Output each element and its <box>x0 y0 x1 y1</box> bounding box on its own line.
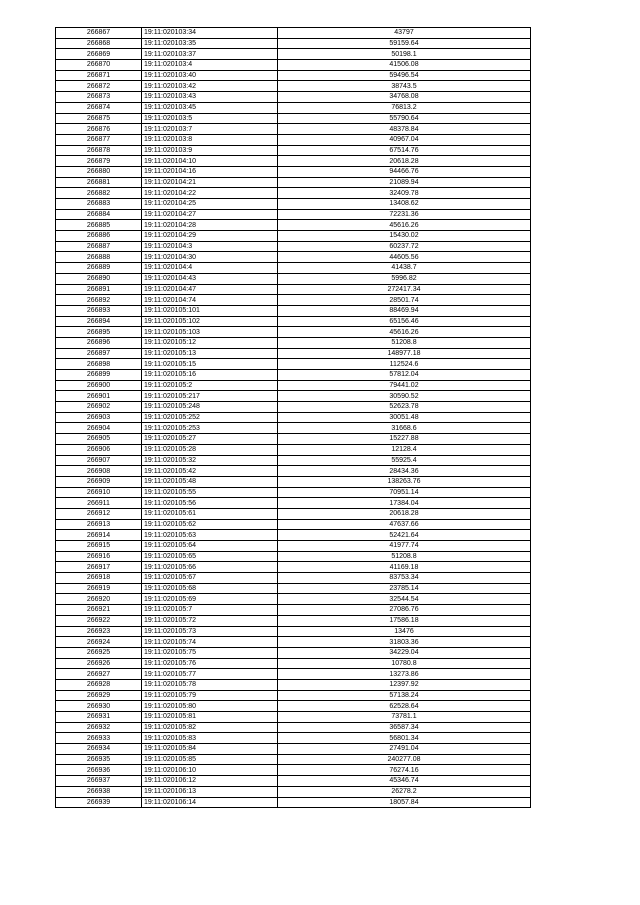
cadastral-number-cell: 19:11:020105:252 <box>142 412 278 423</box>
record-number-cell: 266872 <box>56 81 142 92</box>
table-row <box>56 701 531 712</box>
cadastral-number-cell: 19:11:020105:64 <box>142 541 278 552</box>
table-row <box>56 476 531 487</box>
value-cell: 44605.56 <box>278 252 531 263</box>
table-row <box>56 391 531 402</box>
record-number-cell: 266886 <box>56 231 142 242</box>
table-row <box>56 102 531 113</box>
value-cell: 28501.74 <box>278 295 531 306</box>
record-number-cell: 266921 <box>56 605 142 616</box>
cadastral-number-cell: 19:11:020103:7 <box>142 124 278 135</box>
value-cell: 73781.1 <box>278 712 531 723</box>
value-cell: 41169.18 <box>278 562 531 573</box>
record-number-cell: 266888 <box>56 252 142 263</box>
value-cell: 17384.04 <box>278 498 531 509</box>
record-number-cell: 266903 <box>56 412 142 423</box>
value-cell: 83753.34 <box>278 573 531 584</box>
table-row <box>56 637 531 648</box>
value-cell: 59159.64 <box>278 38 531 49</box>
cadastral-number-cell: 19:11:020105:32 <box>142 455 278 466</box>
cadastral-number-cell: 19:11:020103:34 <box>142 28 278 39</box>
table-row <box>56 594 531 605</box>
value-cell: 34229.04 <box>278 647 531 658</box>
table-row <box>56 166 531 177</box>
table-row <box>56 305 531 316</box>
cadastral-number-cell: 19:11:020105:76 <box>142 658 278 669</box>
cadastral-number-cell: 19:11:020105:82 <box>142 722 278 733</box>
record-number-cell: 266879 <box>56 156 142 167</box>
table-row <box>56 722 531 733</box>
value-cell: 65156.46 <box>278 316 531 327</box>
value-cell: 30590.52 <box>278 391 531 402</box>
table-row <box>56 679 531 690</box>
record-number-cell: 266901 <box>56 391 142 402</box>
value-cell: 5996.82 <box>278 273 531 284</box>
cadastral-number-cell: 19:11:020103:5 <box>142 113 278 124</box>
value-cell: 67514.76 <box>278 145 531 156</box>
table-row <box>56 220 531 231</box>
data-table <box>55 27 531 808</box>
value-cell: 27086.76 <box>278 605 531 616</box>
table-row <box>56 316 531 327</box>
table-row <box>56 573 531 584</box>
record-number-cell: 266920 <box>56 594 142 605</box>
cadastral-number-cell: 19:11:020105:15 <box>142 359 278 370</box>
value-cell: 148977.18 <box>278 348 531 359</box>
cadastral-number-cell: 19:11:020104:47 <box>142 284 278 295</box>
value-cell: 72231.36 <box>278 209 531 220</box>
table-row <box>56 70 531 81</box>
value-cell: 79441.02 <box>278 380 531 391</box>
cadastral-number-cell: 19:11:020104:43 <box>142 273 278 284</box>
record-number-cell: 266874 <box>56 102 142 113</box>
record-number-cell: 266905 <box>56 434 142 445</box>
cadastral-number-cell: 19:11:020103:45 <box>142 102 278 113</box>
cadastral-number-cell: 19:11:020105:67 <box>142 573 278 584</box>
table-row <box>56 530 531 541</box>
cadastral-number-cell: 19:11:020105:65 <box>142 551 278 562</box>
record-number-cell: 266913 <box>56 519 142 530</box>
table-row <box>56 92 531 103</box>
cadastral-number-cell: 19:11:020105:68 <box>142 583 278 594</box>
record-number-cell: 266926 <box>56 658 142 669</box>
cadastral-number-cell: 19:11:020105:62 <box>142 519 278 530</box>
record-number-cell: 266906 <box>56 444 142 455</box>
cadastral-number-cell: 19:11:020103:4 <box>142 60 278 71</box>
record-number-cell: 266885 <box>56 220 142 231</box>
value-cell: 31668.6 <box>278 423 531 434</box>
record-number-cell: 266902 <box>56 402 142 413</box>
table-row <box>56 134 531 145</box>
record-number-cell: 266875 <box>56 113 142 124</box>
value-cell: 56801.34 <box>278 733 531 744</box>
record-number-cell: 266934 <box>56 744 142 755</box>
table-row <box>56 669 531 680</box>
record-number-cell: 266912 <box>56 508 142 519</box>
value-cell: 45616.26 <box>278 327 531 338</box>
table-row <box>56 690 531 701</box>
record-number-cell: 266914 <box>56 530 142 541</box>
table-row <box>56 263 531 274</box>
cadastral-number-cell: 19:11:020103:35 <box>142 38 278 49</box>
record-number-cell: 266939 <box>56 797 142 808</box>
record-number-cell: 266891 <box>56 284 142 295</box>
record-number-cell: 266890 <box>56 273 142 284</box>
table-row <box>56 113 531 124</box>
table-row <box>56 786 531 797</box>
value-cell: 15227.88 <box>278 434 531 445</box>
cadastral-number-cell: 19:11:020104:29 <box>142 231 278 242</box>
value-cell: 36587.34 <box>278 722 531 733</box>
record-number-cell: 266933 <box>56 733 142 744</box>
record-number-cell: 266919 <box>56 583 142 594</box>
value-cell: 13273.86 <box>278 669 531 680</box>
cadastral-number-cell: 19:11:020105:217 <box>142 391 278 402</box>
cadastral-number-cell: 19:11:020103:9 <box>142 145 278 156</box>
cadastral-number-cell: 19:11:020105:83 <box>142 733 278 744</box>
record-number-cell: 266925 <box>56 647 142 658</box>
table-row <box>56 295 531 306</box>
cadastral-number-cell: 19:11:020105:55 <box>142 487 278 498</box>
cadastral-number-cell: 19:11:020105:28 <box>142 444 278 455</box>
value-cell: 41506.08 <box>278 60 531 71</box>
value-cell: 50198.1 <box>278 49 531 60</box>
value-cell: 272417.34 <box>278 284 531 295</box>
value-cell: 60237.72 <box>278 241 531 252</box>
record-number-cell: 266928 <box>56 679 142 690</box>
cadastral-number-cell: 19:11:020105:2 <box>142 380 278 391</box>
table-row <box>56 487 531 498</box>
record-number-cell: 266915 <box>56 541 142 552</box>
value-cell: 43797 <box>278 28 531 39</box>
cadastral-number-cell: 19:11:020105:7 <box>142 605 278 616</box>
record-number-cell: 266923 <box>56 626 142 637</box>
record-number-cell: 266868 <box>56 38 142 49</box>
table-row <box>56 765 531 776</box>
record-number-cell: 266904 <box>56 423 142 434</box>
table-row <box>56 177 531 188</box>
cadastral-number-cell: 19:11:020104:22 <box>142 188 278 199</box>
value-cell: 32409.78 <box>278 188 531 199</box>
cadastral-number-cell: 19:11:020105:13 <box>142 348 278 359</box>
record-number-cell: 266870 <box>56 60 142 71</box>
value-cell: 45616.26 <box>278 220 531 231</box>
record-number-cell: 266894 <box>56 316 142 327</box>
value-cell: 76274.16 <box>278 765 531 776</box>
record-number-cell: 266883 <box>56 199 142 210</box>
cadastral-number-cell: 19:11:020105:84 <box>142 744 278 755</box>
table-row <box>56 508 531 519</box>
record-number-cell: 266909 <box>56 476 142 487</box>
value-cell: 34768.08 <box>278 92 531 103</box>
record-number-cell: 266880 <box>56 166 142 177</box>
table-body <box>56 28 531 808</box>
cadastral-number-cell: 19:11:020105:72 <box>142 615 278 626</box>
table-row <box>56 81 531 92</box>
value-cell: 12128.4 <box>278 444 531 455</box>
record-number-cell: 266884 <box>56 209 142 220</box>
cadastral-number-cell: 19:11:020106:14 <box>142 797 278 808</box>
value-cell: 17586.18 <box>278 615 531 626</box>
table-row <box>56 273 531 284</box>
record-number-cell: 266930 <box>56 701 142 712</box>
value-cell: 57812.04 <box>278 370 531 381</box>
value-cell: 62528.64 <box>278 701 531 712</box>
value-cell: 15430.02 <box>278 231 531 242</box>
table-row <box>56 188 531 199</box>
value-cell: 94466.76 <box>278 166 531 177</box>
cadastral-number-cell: 19:11:020104:4 <box>142 263 278 274</box>
cadastral-number-cell: 19:11:020106:12 <box>142 776 278 787</box>
record-number-cell: 266911 <box>56 498 142 509</box>
table-row <box>56 455 531 466</box>
value-cell: 112524.6 <box>278 359 531 370</box>
cadastral-number-cell: 19:11:020105:56 <box>142 498 278 509</box>
table-row <box>56 797 531 808</box>
table-row <box>56 156 531 167</box>
table-row <box>56 348 531 359</box>
record-number-cell: 266869 <box>56 49 142 60</box>
cadastral-number-cell: 19:11:020106:13 <box>142 786 278 797</box>
value-cell: 27491.04 <box>278 744 531 755</box>
value-cell: 40967.04 <box>278 134 531 145</box>
value-cell: 48378.84 <box>278 124 531 135</box>
cadastral-number-cell: 19:11:020105:66 <box>142 562 278 573</box>
record-number-cell: 266916 <box>56 551 142 562</box>
record-number-cell: 266931 <box>56 712 142 723</box>
cadastral-number-cell: 19:11:020105:73 <box>142 626 278 637</box>
record-number-cell: 266900 <box>56 380 142 391</box>
table-row <box>56 712 531 723</box>
value-cell: 51208.8 <box>278 551 531 562</box>
table-row <box>56 658 531 669</box>
record-number-cell: 266897 <box>56 348 142 359</box>
cadastral-number-cell: 19:11:020105:101 <box>142 305 278 316</box>
record-number-cell: 266927 <box>56 669 142 680</box>
cadastral-number-cell: 19:11:020105:42 <box>142 466 278 477</box>
value-cell: 45346.74 <box>278 776 531 787</box>
cadastral-number-cell: 19:11:020105:248 <box>142 402 278 413</box>
table-row <box>56 370 531 381</box>
table-row <box>56 434 531 445</box>
record-number-cell: 266922 <box>56 615 142 626</box>
table-row <box>56 28 531 39</box>
table-row <box>56 551 531 562</box>
cadastral-number-cell: 19:11:020103:42 <box>142 81 278 92</box>
record-number-cell: 266929 <box>56 690 142 701</box>
cadastral-number-cell: 19:11:020105:253 <box>142 423 278 434</box>
value-cell: 20618.28 <box>278 508 531 519</box>
cadastral-number-cell: 19:11:020105:69 <box>142 594 278 605</box>
cadastral-number-cell: 19:11:020103:8 <box>142 134 278 145</box>
value-cell: 21089.94 <box>278 177 531 188</box>
cadastral-number-cell: 19:11:020105:79 <box>142 690 278 701</box>
value-cell: 31803.36 <box>278 637 531 648</box>
table-row <box>56 359 531 370</box>
cadastral-number-cell: 19:11:020104:28 <box>142 220 278 231</box>
record-number-cell: 266892 <box>56 295 142 306</box>
value-cell: 10780.8 <box>278 658 531 669</box>
record-number-cell: 266935 <box>56 754 142 765</box>
table-row <box>56 252 531 263</box>
record-number-cell: 266873 <box>56 92 142 103</box>
cadastral-number-cell: 19:11:020104:16 <box>142 166 278 177</box>
cadastral-number-cell: 19:11:020104:25 <box>142 199 278 210</box>
record-number-cell: 266878 <box>56 145 142 156</box>
table-row <box>56 209 531 220</box>
table-row <box>56 626 531 637</box>
record-number-cell: 266871 <box>56 70 142 81</box>
value-cell: 41438.7 <box>278 263 531 274</box>
value-cell: 28434.36 <box>278 466 531 477</box>
cadastral-number-cell: 19:11:020105:78 <box>142 679 278 690</box>
table-row <box>56 541 531 552</box>
cadastral-number-cell: 19:11:020103:37 <box>142 49 278 60</box>
value-cell: 38743.5 <box>278 81 531 92</box>
record-number-cell: 266877 <box>56 134 142 145</box>
value-cell: 41977.74 <box>278 541 531 552</box>
table-row <box>56 423 531 434</box>
record-number-cell: 266908 <box>56 466 142 477</box>
cadastral-number-cell: 19:11:020105:85 <box>142 754 278 765</box>
cadastral-number-cell: 19:11:020105:75 <box>142 647 278 658</box>
value-cell: 26278.2 <box>278 786 531 797</box>
value-cell: 138263.76 <box>278 476 531 487</box>
cadastral-number-cell: 19:11:020105:81 <box>142 712 278 723</box>
value-cell: 52623.78 <box>278 402 531 413</box>
cadastral-number-cell: 19:11:020105:103 <box>142 327 278 338</box>
record-number-cell: 266895 <box>56 327 142 338</box>
table-row <box>56 583 531 594</box>
cadastral-number-cell: 19:11:020104:21 <box>142 177 278 188</box>
table-row <box>56 754 531 765</box>
cadastral-number-cell: 19:11:020104:3 <box>142 241 278 252</box>
table-row <box>56 744 531 755</box>
cadastral-number-cell: 19:11:020105:16 <box>142 370 278 381</box>
record-number-cell: 266893 <box>56 305 142 316</box>
table-row <box>56 337 531 348</box>
cadastral-number-cell: 19:11:020105:12 <box>142 337 278 348</box>
table-row <box>56 444 531 455</box>
table-row <box>56 327 531 338</box>
table-row <box>56 380 531 391</box>
cadastral-number-cell: 19:11:020103:43 <box>142 92 278 103</box>
record-number-cell: 266887 <box>56 241 142 252</box>
table-row <box>56 733 531 744</box>
table-row <box>56 412 531 423</box>
record-number-cell: 266882 <box>56 188 142 199</box>
cadastral-number-cell: 19:11:020106:10 <box>142 765 278 776</box>
record-number-cell: 266867 <box>56 28 142 39</box>
cadastral-number-cell: 19:11:020105:48 <box>142 476 278 487</box>
cadastral-number-cell: 19:11:020105:63 <box>142 530 278 541</box>
value-cell: 52421.64 <box>278 530 531 541</box>
value-cell: 59496.54 <box>278 70 531 81</box>
record-number-cell: 266918 <box>56 573 142 584</box>
value-cell: 240277.08 <box>278 754 531 765</box>
table-row <box>56 284 531 295</box>
table-row <box>56 647 531 658</box>
table-row <box>56 60 531 71</box>
value-cell: 88469.94 <box>278 305 531 316</box>
record-number-cell: 266876 <box>56 124 142 135</box>
cadastral-number-cell: 19:11:020103:40 <box>142 70 278 81</box>
value-cell: 20618.28 <box>278 156 531 167</box>
value-cell: 18057.84 <box>278 797 531 808</box>
record-number-cell: 266896 <box>56 337 142 348</box>
table-row <box>56 402 531 413</box>
record-number-cell: 266898 <box>56 359 142 370</box>
cadastral-number-cell: 19:11:020105:77 <box>142 669 278 680</box>
record-number-cell: 266881 <box>56 177 142 188</box>
record-number-cell: 266910 <box>56 487 142 498</box>
cadastral-number-cell: 19:11:020105:74 <box>142 637 278 648</box>
record-number-cell: 266938 <box>56 786 142 797</box>
value-cell: 70951.14 <box>278 487 531 498</box>
record-number-cell: 266889 <box>56 263 142 274</box>
table-row <box>56 466 531 477</box>
table-row <box>56 38 531 49</box>
table-row <box>56 615 531 626</box>
table-row <box>56 199 531 210</box>
cadastral-number-cell: 19:11:020105:61 <box>142 508 278 519</box>
record-number-cell: 266924 <box>56 637 142 648</box>
value-cell: 12397.92 <box>278 679 531 690</box>
record-number-cell: 266899 <box>56 370 142 381</box>
value-cell: 13476 <box>278 626 531 637</box>
table-row <box>56 562 531 573</box>
record-number-cell: 266917 <box>56 562 142 573</box>
value-cell: 47637.66 <box>278 519 531 530</box>
value-cell: 51208.8 <box>278 337 531 348</box>
table-row <box>56 145 531 156</box>
value-cell: 55925.4 <box>278 455 531 466</box>
table-row <box>56 231 531 242</box>
cadastral-number-cell: 19:11:020105:80 <box>142 701 278 712</box>
table-row <box>56 124 531 135</box>
record-number-cell: 266932 <box>56 722 142 733</box>
table-row <box>56 49 531 60</box>
value-cell: 57138.24 <box>278 690 531 701</box>
table-row <box>56 519 531 530</box>
value-cell: 76813.2 <box>278 102 531 113</box>
table-row <box>56 241 531 252</box>
cadastral-number-cell: 19:11:020105:27 <box>142 434 278 445</box>
cadastral-number-cell: 19:11:020105:102 <box>142 316 278 327</box>
table-row <box>56 605 531 616</box>
cadastral-number-cell: 19:11:020104:74 <box>142 295 278 306</box>
value-cell: 23785.14 <box>278 583 531 594</box>
value-cell: 55790.64 <box>278 113 531 124</box>
table-row <box>56 776 531 787</box>
table-row <box>56 498 531 509</box>
value-cell: 30051.48 <box>278 412 531 423</box>
value-cell: 32544.54 <box>278 594 531 605</box>
cadastral-number-cell: 19:11:020104:30 <box>142 252 278 263</box>
record-number-cell: 266937 <box>56 776 142 787</box>
value-cell: 13408.62 <box>278 199 531 210</box>
cadastral-number-cell: 19:11:020104:10 <box>142 156 278 167</box>
record-number-cell: 266907 <box>56 455 142 466</box>
cadastral-number-cell: 19:11:020104:27 <box>142 209 278 220</box>
record-number-cell: 266936 <box>56 765 142 776</box>
